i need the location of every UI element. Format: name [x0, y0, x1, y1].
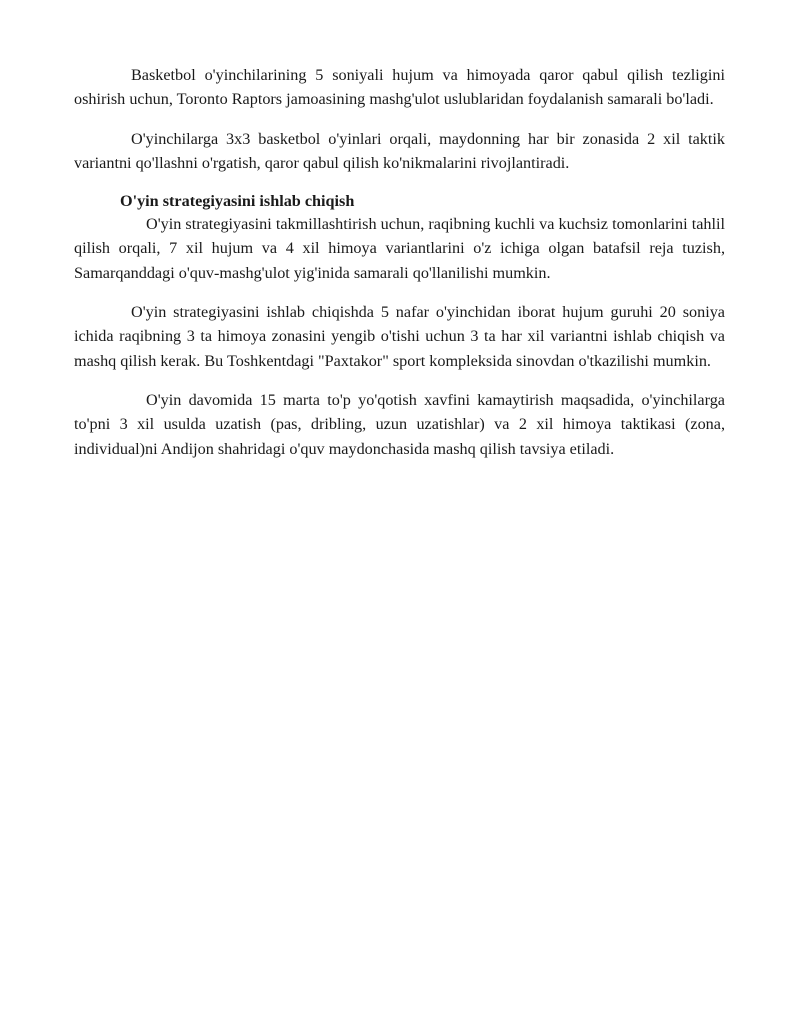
paragraph-3x3-tactics: O'yinchilarga 3x3 basketbol o'yinlari orqali, maydonning har bir zonasida 2 xil taktik variantni qo'llashni o'rgatish, qaror qabul qilish ko'nikmalarini rivojlantiradi. — [74, 129, 725, 172]
paragraph-attack-group: O'yin strategiyasini ishlab chiqishda 5 nafar o'yinchidan iborat hujum guruhi 20 soniya ichida raqibning 3 ta himoya zonasini yengib o'tishi uchun 3 ta har xil variantni ishlab chiqish va mashq qilish kerak. Bu Toshkentdagi "Paxtakor" sport kompleksida sinovdan o'tkazilishi mumkin. — [74, 303, 725, 370]
paragraph-turnover-reduction: O'yin davomida 15 marta to'p yo'qotish xavfini kamaytirish maqsadida, o'yinchilarga to'pni 3 xil usulda uzatish (pas, dribling, uzun uzatishlar) va 2 xil himoya taktikasi (zona, individual)ni Andijon shahridagi o'quv maydonchasida mashq qilish tavsiya etiladi. — [74, 390, 725, 458]
section-heading: O'yin strategiyasini ishlab chiqish — [120, 192, 355, 211]
document-body — [74, 63, 725, 461]
paragraph-strategy-improvement: O'yin strategiyasini takmillashtirish uchun, raqibning kuchli va kuchsiz tomonlarini tahlil qilish orqali, 7 xil hujum va 4 xil himoya variantlarini o'z ichiga olgan batafsil reja tuzish, Samarqanddagi o'quv-mashg'ulot yig'inida samarali qo'llanilishi mumkin. — [74, 215, 725, 282]
paragraph-basketball-decision-speed: Basketbol o'yinchilarining 5 soniyali hujum va himoyada qaror qabul qilish tezligini oshirish uchun, Toronto Raptors jamoasining mashg'ulot uslublaridan foydalanish samarali bo'ladi. — [74, 66, 725, 109]
